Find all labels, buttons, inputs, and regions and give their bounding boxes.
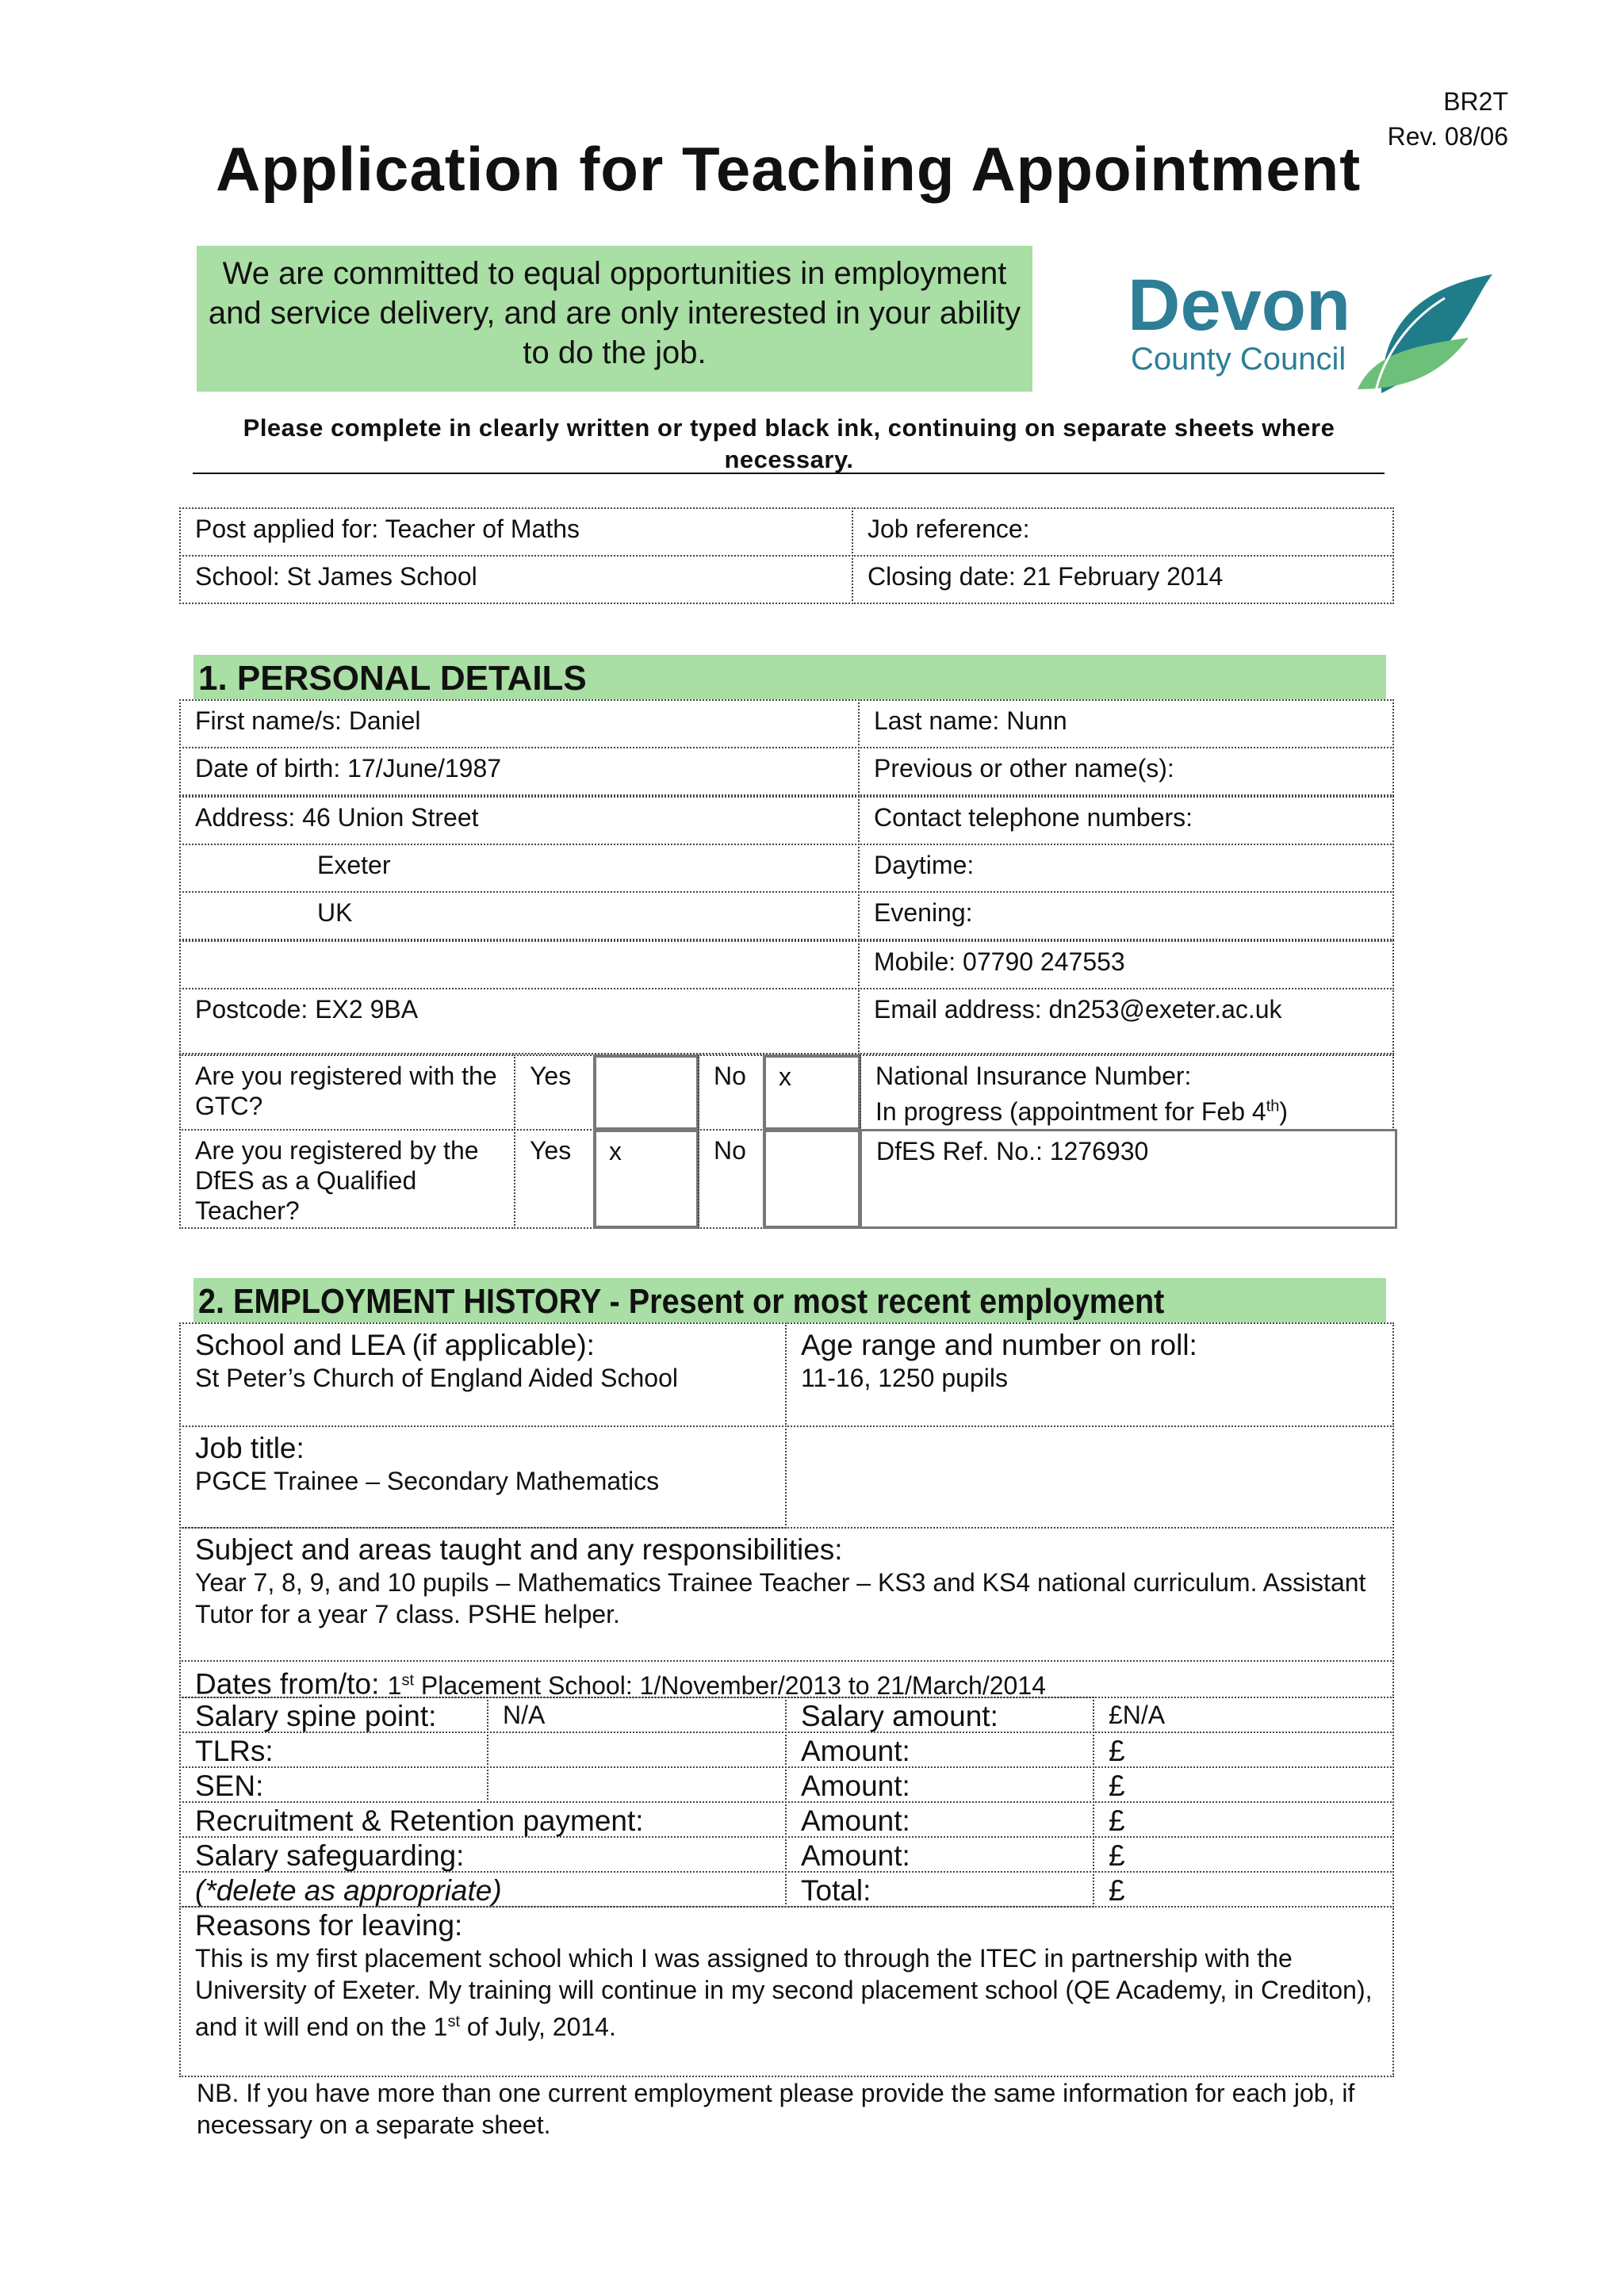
sen-amount-value[interactable]: £ <box>1093 1766 1394 1803</box>
school-name[interactable]: School: St James School <box>179 555 853 604</box>
gtc-no-label: No <box>698 1054 764 1131</box>
daytime-phone-field[interactable]: Daytime: <box>858 844 1394 893</box>
gtc-no-checkbox[interactable]: x <box>763 1054 861 1131</box>
safeguarding-label: Salary safeguarding: <box>179 1836 787 1873</box>
first-name-field[interactable]: First name/s: Daniel <box>179 699 860 748</box>
blank-field[interactable] <box>785 1425 1394 1529</box>
age-range-label: Age range and number on roll: <box>801 1329 1197 1361</box>
contact-numbers-label: Contact telephone numbers: <box>858 796 1394 845</box>
logo-council-text: County Council <box>1131 342 1346 377</box>
job-reference[interactable]: Job reference: <box>852 507 1394 557</box>
divider <box>193 473 1385 474</box>
post-applied[interactable]: Post applied for: Teacher of Maths <box>179 507 853 557</box>
nb-note: NB. If you have more than one current employment please provide the same information for each job, if necessary on a separate sheet. <box>197 2079 1355 2139</box>
salary-spine-label: Salary spine point: <box>179 1697 488 1733</box>
dfes-question: Are you registered by the DfES as a Qualified Teacher? <box>179 1129 515 1229</box>
sen-value[interactable] <box>487 1766 787 1803</box>
ni-number-field[interactable] <box>860 1054 1394 1131</box>
address-line-2[interactable]: Exeter <box>179 844 860 893</box>
dfes-yes-checkbox[interactable]: x <box>593 1129 699 1229</box>
salary-amount-value[interactable]: £N/A <box>1093 1697 1394 1733</box>
dfes-ref-field[interactable]: DfES Ref. No.: 1276930 <box>860 1129 1397 1229</box>
form-code: BR2T <box>1443 87 1508 116</box>
previous-names-field[interactable]: Previous or other name(s): <box>858 747 1394 796</box>
reasons-value: This is my first placement school which I was assigned to through the ITEC in partnership with the University of Exeter. My training will continue in my second placement school (QE Academy, in Crediton), and it will end on the 1st of July, 2014. <box>195 1944 1373 2042</box>
ni-value: In progress (appointment for Feb 4th) <box>875 1096 1289 1126</box>
logo-devon-text: Devon <box>1128 265 1351 346</box>
recruitment-amount-value[interactable]: £ <box>1093 1801 1394 1838</box>
tlrs-amount-label: Amount: <box>785 1732 1094 1768</box>
subjects-label: Subject and areas taught and any responsibilities: <box>195 1533 843 1566</box>
dob-field[interactable]: Date of birth: 17/June/1987 <box>179 747 860 796</box>
job-title-value: PGCE Trainee – Secondary Mathematics <box>195 1467 660 1495</box>
dfes-no-label: No <box>698 1129 764 1229</box>
sen-amount-label: Amount: <box>785 1766 1094 1803</box>
gtc-yes-label: Yes <box>514 1054 595 1131</box>
revision: Rev. 08/06 <box>1387 122 1508 151</box>
total-label: Total: <box>785 1871 1094 1908</box>
dfes-yes-label: Yes <box>514 1129 595 1229</box>
evening-phone-field[interactable]: Evening: <box>858 891 1394 940</box>
postcode-field[interactable]: Postcode: EX2 9BA <box>179 988 860 1054</box>
tlrs-label: TLRs: <box>179 1732 488 1768</box>
section-personal-heading: 1. PERSONAL DETAILS <box>193 655 1386 699</box>
council-logo <box>1120 258 1500 401</box>
sen-label: SEN: <box>179 1766 488 1803</box>
recruitment-amount-label: Amount: <box>785 1801 1094 1838</box>
safeguarding-amount-label: Amount: <box>785 1836 1094 1873</box>
commitment-box: We are committed to equal opportunities in employment and service delivery, and are only interested in your ability to do the job. <box>197 246 1032 392</box>
delete-note: (*delete as appropriate) <box>179 1871 787 1908</box>
reasons-label: Reasons for leaving: <box>195 1909 463 1942</box>
leaf-logo-icon <box>1120 258 1500 401</box>
ni-label: National Insurance Number: <box>875 1062 1192 1090</box>
form-code-block <box>1388 84 1508 154</box>
address-line-3[interactable]: UK <box>179 891 860 940</box>
gtc-yes-checkbox[interactable] <box>593 1054 699 1131</box>
dfes-no-checkbox[interactable] <box>763 1129 861 1229</box>
address-line-4[interactable] <box>179 940 860 989</box>
dates-field[interactable] <box>179 1660 1394 1701</box>
age-range-field[interactable] <box>785 1322 1394 1427</box>
address-line-1[interactable]: Address: 46 Union Street <box>179 796 860 845</box>
last-name-field[interactable]: Last name: Nunn <box>858 699 1394 748</box>
recruitment-label: Recruitment & Retention payment: <box>179 1801 787 1838</box>
dates-label: Dates from/to: <box>195 1667 380 1701</box>
mobile-phone-field[interactable]: Mobile: 07790 247553 <box>858 940 1394 989</box>
salary-amount-label: Salary amount: <box>785 1697 1094 1733</box>
subjects-value: Year 7, 8, 9, and 10 pupils – Mathematics Trainee Teacher – KS3 and KS4 national curriculum. Assistant Tutor for a year 7 class. PSHE helper. <box>195 1568 1366 1628</box>
gtc-question: Are you registered with the GTC? <box>179 1054 515 1131</box>
tlrs-amount-value[interactable]: £ <box>1093 1732 1394 1768</box>
safeguarding-amount-value[interactable]: £ <box>1093 1836 1394 1873</box>
dates-value: 1st Placement School: 1/November/2013 to 21/March/2014 <box>387 1670 1046 1700</box>
tlrs-value[interactable] <box>487 1732 787 1768</box>
employer-school-value: St Peter’s Church of England Aided School <box>195 1364 678 1392</box>
subjects-field[interactable] <box>179 1527 1394 1662</box>
salary-spine-value[interactable]: N/A <box>487 1697 787 1733</box>
age-range-value: 11-16, 1250 pupils <box>801 1364 1008 1392</box>
job-title-field[interactable] <box>179 1425 787 1529</box>
job-title-label: Job title: <box>195 1432 304 1464</box>
employer-school-field[interactable] <box>179 1322 787 1427</box>
page-title: Application for Teaching Appointment <box>216 134 1362 204</box>
reasons-field[interactable] <box>179 1906 1394 2077</box>
employer-school-label: School and LEA (if applicable): <box>195 1329 595 1361</box>
instructions: Please complete in clearly written or typed black ink, continuing on separate sheets where necessary. <box>243 414 1335 473</box>
email-field[interactable]: Email address: dn253@exeter.ac.uk <box>858 988 1394 1054</box>
closing-date[interactable]: Closing date: 21 February 2014 <box>852 555 1394 604</box>
section-employment-heading: 2. EMPLOYMENT HISTORY - Present or most recent employment <box>193 1278 1386 1322</box>
total-value[interactable]: £ <box>1093 1871 1394 1908</box>
